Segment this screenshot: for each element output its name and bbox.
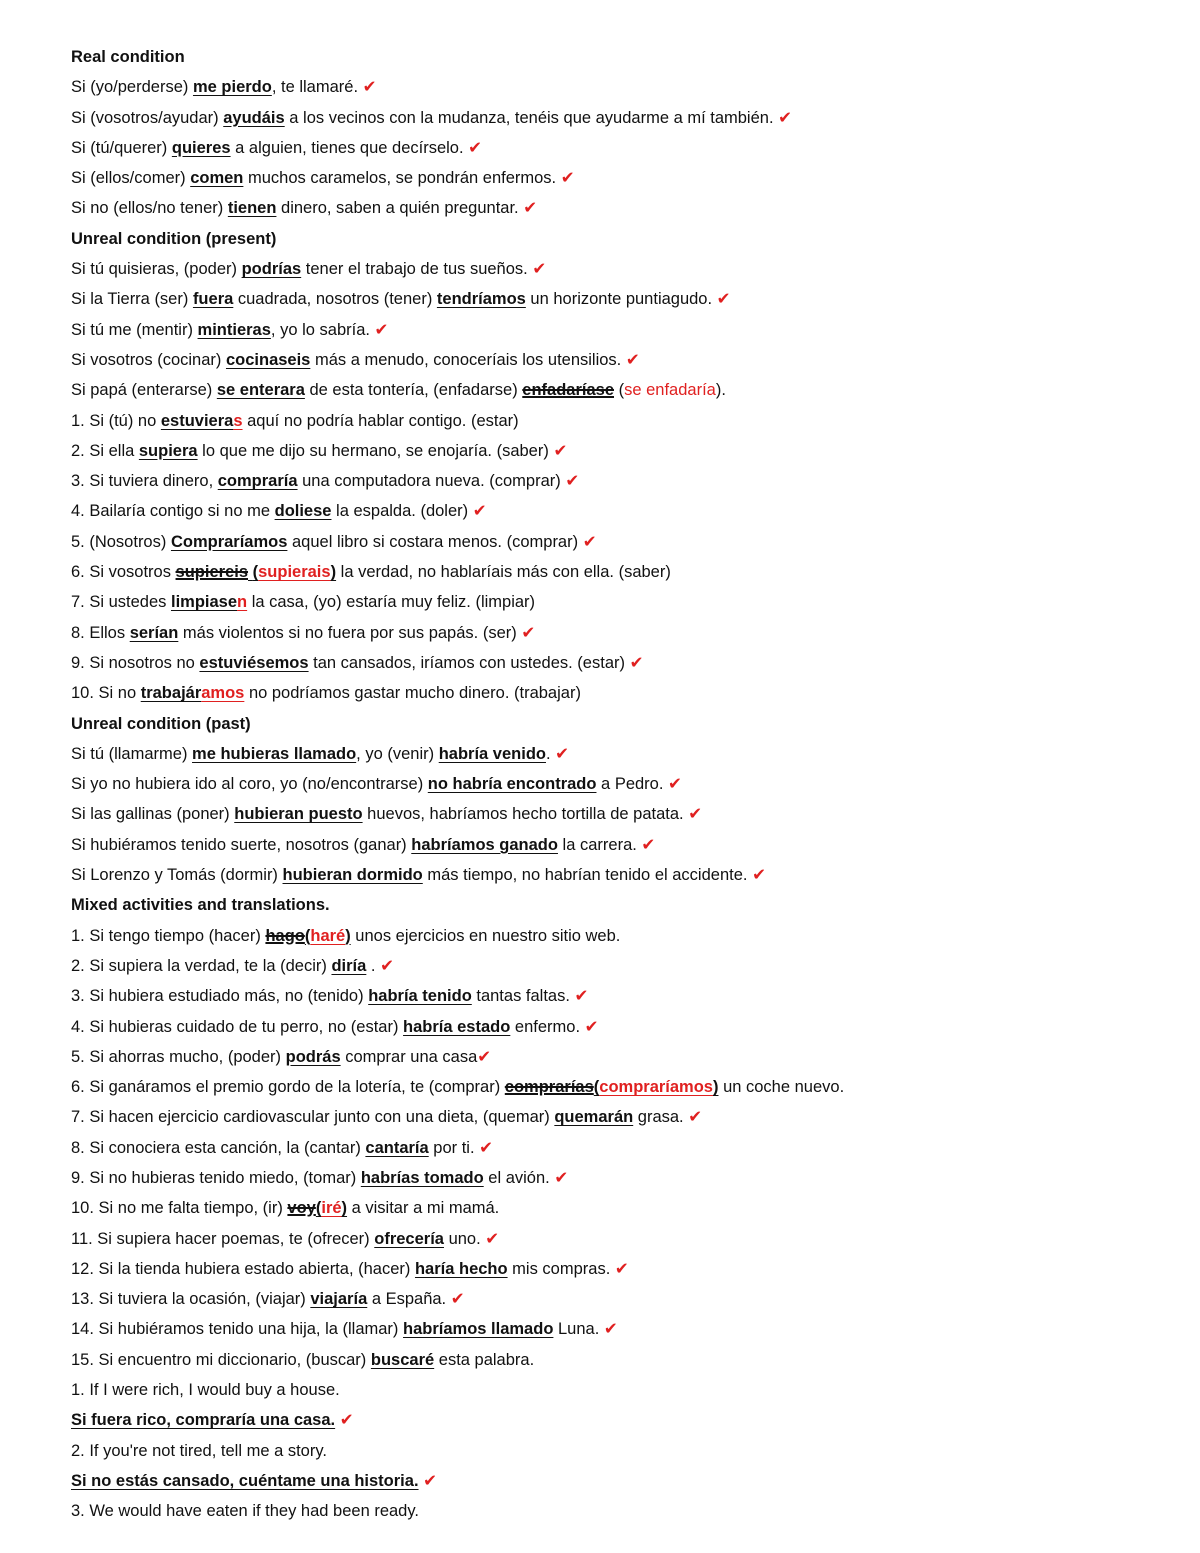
answer-text: me pierdo — [192, 78, 272, 97]
exercise-line — [71, 1102, 1181, 1132]
answer-text: trabajár — [140, 684, 202, 703]
text-segment: la casa, (yo) estaría muy feliz. (limpiar) — [247, 593, 536, 612]
text-segment: por ti. — [428, 1138, 480, 1157]
text-segment: 13. Si tuviera la ocasión, (viajar) — [71, 1290, 311, 1309]
answer-text: Compraríamos — [170, 532, 288, 551]
checkmark-icon: ✔ — [688, 1108, 703, 1127]
answer-text: diría — [331, 956, 367, 975]
exercise-line — [71, 981, 1181, 1011]
answer-text: haría hecho — [414, 1259, 508, 1278]
text-segment: a los vecinos con la mudanza, tenéis que ayudarme a mí también. — [284, 108, 779, 127]
text-segment: de esta tontería, (enfadarse) — [304, 381, 523, 400]
exercise-line — [71, 557, 1181, 587]
text-segment: Si la Tierra (ser) — [71, 290, 193, 309]
answer-text: hubieran dormido — [282, 866, 423, 885]
struck-answer: comprarías — [504, 1078, 594, 1097]
text-segment: el avión. — [483, 1168, 555, 1187]
checkmark-icon: ✔ — [778, 108, 792, 127]
exercise-line — [71, 527, 1181, 557]
text-segment: 7. Si hacen ejercicio cardiovascular junto con una dieta, (quemar) — [71, 1108, 555, 1127]
text-segment: 2. Si supiera la verdad, te la (decir) — [71, 956, 332, 975]
answer-text: ( — [252, 563, 259, 582]
answer-text: ( — [315, 1199, 322, 1218]
text-segment: Si (tú/querer) — [71, 138, 172, 157]
exercise-line — [71, 1405, 1181, 1435]
answer-text: supiera — [138, 441, 198, 460]
checkmark-icon: ✔ — [554, 1168, 569, 1187]
exercise-line — [71, 345, 1181, 375]
answer-text: doliese — [274, 502, 332, 521]
exercise-line — [71, 284, 1181, 314]
answer-text: mintieras — [197, 320, 271, 339]
answer-text: ( — [593, 1078, 600, 1097]
checkmark-icon: ✔ — [668, 775, 682, 794]
section-heading — [71, 42, 1181, 72]
text-segment: grasa. — [633, 1108, 689, 1127]
checkmark-icon: ✔ — [380, 956, 394, 975]
text-segment: tantas faltas. — [471, 987, 575, 1006]
checkmark-icon: ✔ — [521, 623, 536, 642]
answer-text: viajaría — [310, 1290, 368, 1309]
text-segment: ( — [614, 381, 625, 400]
answer-text: podrías — [241, 260, 302, 279]
checkmark-icon: ✔ — [625, 350, 640, 369]
answer-text: Si no estás cansado, cuéntame una historia. — [71, 1471, 419, 1490]
text-segment: a visitar a mi mamá. — [347, 1199, 500, 1218]
answer-text: ) — [330, 563, 337, 582]
checkmark-icon: ✔ — [565, 472, 580, 491]
answer-text: ) — [712, 1078, 719, 1097]
text-segment: Si las gallinas (poner) — [71, 805, 235, 824]
exercise-line — [71, 436, 1181, 466]
exercise-line — [71, 1072, 1181, 1102]
text-segment: uno. — [443, 1229, 486, 1248]
exercise-line — [71, 921, 1181, 951]
answer-text: quieres — [171, 138, 231, 157]
checkmark-icon: ✔ — [582, 532, 597, 551]
text-segment: 5. Si ahorras mucho, (poder) — [71, 1047, 286, 1066]
checkmark-icon: ✔ — [688, 805, 703, 824]
text-segment: ). — [715, 381, 726, 400]
struck-answer: hago — [265, 926, 305, 945]
text-segment: 3. We would have eaten if they had been ready. — [71, 1502, 419, 1521]
checkmark-icon: ✔ — [485, 1229, 500, 1248]
exercise-line — [71, 618, 1181, 648]
answer-text: limpiase — [170, 593, 238, 612]
checkmark-icon: ✔ — [629, 653, 644, 672]
text-segment: mis compras. — [507, 1259, 615, 1278]
exercise-line — [71, 587, 1181, 617]
exercise-line — [71, 1375, 1181, 1405]
text-segment: 2. Si ella — [71, 441, 139, 460]
correction-text: se enfadaría — [624, 381, 716, 400]
text-segment: unos ejercicios en nuestro sitio web. — [350, 926, 621, 945]
section-heading — [71, 890, 1181, 920]
struck-answer: supiereis — [175, 563, 249, 582]
answer-text: habría estado — [403, 1017, 511, 1036]
answer-text: ofrecería — [374, 1229, 444, 1248]
text-segment: Unreal condition (present) — [71, 229, 277, 248]
text-segment: 8. Si conociera esta canción, la (cantar) — [71, 1138, 366, 1157]
exercise-line — [71, 1466, 1181, 1496]
exercise-line — [71, 1012, 1181, 1042]
correction-text: iré — [321, 1199, 342, 1218]
text-segment: , yo lo sabría. — [270, 320, 375, 339]
exercise-line — [71, 799, 1181, 829]
exercise-line — [71, 860, 1181, 890]
answer-text: quemarán — [554, 1108, 634, 1127]
text-segment: , te llamaré. — [271, 78, 363, 97]
correction-text: n — [237, 593, 248, 612]
answer-text: habría venido — [438, 744, 546, 763]
answer-text: cantaría — [365, 1138, 429, 1157]
exercise-line — [71, 1314, 1181, 1344]
text-segment: dinero, saben a quién preguntar. — [276, 199, 524, 218]
text-segment: un horizonte puntiagudo. — [525, 290, 717, 309]
text-segment: Si no (ellos/no tener) — [71, 199, 228, 218]
exercise-line — [71, 466, 1181, 496]
text-segment: 6. Si vosotros — [71, 563, 176, 582]
checkmark-icon: ✔ — [472, 502, 487, 521]
section-heading — [71, 709, 1181, 739]
checkmark-icon: ✔ — [479, 1138, 493, 1157]
exercise-line — [71, 1042, 1181, 1072]
text-segment: Si tú quisieras, (poder) — [71, 260, 242, 279]
text-segment: 11. Si supiera hacer poemas, te (ofrecer) — [71, 1229, 375, 1248]
text-segment: 10. Si no — [71, 684, 141, 703]
text-segment: 2. If you're not tired, tell me a story. — [71, 1441, 327, 1460]
answer-text: hubieran puesto — [234, 805, 363, 824]
answer-text: Si fuera rico, compraría una casa. — [71, 1411, 336, 1430]
struck-answer: enfadaríase — [522, 381, 614, 400]
exercise-line — [71, 1163, 1181, 1193]
text-segment: no podríamos gastar mucho dinero. (trabajar) — [244, 684, 581, 703]
text-segment: esta palabra. — [434, 1350, 535, 1369]
checkmark-icon: ✔ — [532, 260, 547, 279]
text-segment: enfermo. — [510, 1017, 585, 1036]
text-segment: Si tú (llamarme) — [71, 744, 193, 763]
exercise-line — [71, 193, 1181, 223]
text-segment: Luna. — [553, 1320, 604, 1339]
answer-text: cocinaseis — [225, 350, 311, 369]
exercise-line — [71, 1193, 1181, 1223]
text-segment: 14. Si hubiéramos tenido una hija, la (llamar) — [71, 1320, 404, 1339]
text-segment: 4. Bailaría contigo si no me — [71, 502, 275, 521]
exercise-line — [71, 1436, 1181, 1466]
exercise-line — [71, 739, 1181, 769]
answer-text: no habría encontrado — [427, 775, 597, 794]
text-segment: , yo (venir) — [356, 744, 439, 763]
text-segment: más a menudo, conoceríais los utensilios. — [310, 350, 626, 369]
text-segment: 6. Si ganáramos el premio gordo de la lotería, te (comprar) — [71, 1078, 505, 1097]
text-segment: la verdad, no hablaríais más con ella. (saber) — [336, 563, 671, 582]
text-segment: Si (yo/perderse) — [71, 78, 193, 97]
text-segment: 3. Si hubiera estudiado más, no (tenido) — [71, 987, 369, 1006]
text-segment: 1. If I were rich, I would buy a house. — [71, 1381, 340, 1400]
text-segment: muchos caramelos, se pondrán enfermos. — [243, 169, 561, 188]
checkmark-icon: ✔ — [553, 441, 568, 460]
text-segment: 1. Si tengo tiempo (hacer) — [71, 926, 266, 945]
text-segment: Si hubiéramos tenido suerte, nosotros (ganar) — [71, 835, 412, 854]
text-segment: Si papá (enterarse) — [71, 381, 217, 400]
exercise-line — [71, 315, 1181, 345]
exercise-line — [71, 678, 1181, 708]
text-segment: 5. (Nosotros) — [71, 532, 171, 551]
text-segment: . — [545, 744, 556, 763]
correction-text: compraríamos — [599, 1078, 713, 1097]
answer-text: estuviésemos — [199, 653, 309, 672]
exercise-line — [71, 1345, 1181, 1375]
answer-text: habría tenido — [368, 987, 472, 1006]
text-segment: tener el trabajo de tus sueños. — [301, 260, 533, 279]
exercise-line — [71, 769, 1181, 799]
checkmark-icon: ✔ — [450, 1290, 465, 1309]
exercise-line — [71, 830, 1181, 860]
section-heading — [71, 224, 1181, 254]
answer-text: tienen — [227, 199, 277, 218]
text-segment: 7. Si ustedes — [71, 593, 171, 612]
checkmark-icon: ✔ — [477, 1047, 492, 1066]
text-segment: a Pedro. — [596, 775, 669, 794]
exercise-line — [71, 951, 1181, 981]
text-segment: 9. Si nosotros no — [71, 653, 200, 672]
text-segment: un coche nuevo. — [718, 1078, 845, 1097]
exercise-line — [71, 1496, 1181, 1526]
answer-text: ayudáis — [223, 108, 285, 127]
text-segment: Unreal condition (past) — [71, 714, 251, 733]
text-segment: más tiempo, no habrían tenido el accidente. — [422, 866, 753, 885]
correction-text: haré — [310, 926, 346, 945]
text-segment: 9. Si no hubieras tenido miedo, (tomar) — [71, 1168, 361, 1187]
checkmark-icon: ✔ — [362, 78, 377, 97]
text-segment: 3. Si tuviera dinero, — [71, 472, 218, 491]
correction-text: supierais — [258, 563, 331, 582]
answer-text: me hubieras llamado — [192, 744, 357, 763]
text-segment: Si vosotros (cocinar) — [71, 350, 226, 369]
answer-text: habríamos ganado — [411, 835, 558, 854]
text-segment: una computadora nueva. (comprar) — [297, 472, 566, 491]
answer-text: comen — [190, 169, 244, 188]
text-segment: tan cansados, iríamos con ustedes. (estar) — [308, 653, 630, 672]
text-segment: . — [366, 956, 381, 975]
text-segment: la carrera. — [557, 835, 642, 854]
exercise-line — [71, 406, 1181, 436]
answer-text: ) — [345, 926, 351, 945]
text-segment: huevos, habríamos hecho tortilla de patata. — [362, 805, 689, 824]
answer-text: fuera — [192, 290, 234, 309]
checkmark-icon: ✔ — [560, 169, 575, 188]
checkmark-icon: ✔ — [468, 138, 482, 157]
text-segment: a España. — [367, 1290, 451, 1309]
answer-text: se enterara — [216, 381, 305, 400]
answer-text: podrás — [285, 1047, 341, 1066]
text-segment: a alguien, tienes que decírselo. — [230, 138, 469, 157]
text-segment: aquí no podría hablar contigo. (estar) — [242, 411, 519, 430]
exercise-line — [71, 254, 1181, 284]
exercise-line — [71, 1284, 1181, 1314]
text-segment: 12. Si la tienda hubiera estado abierta, (hacer) — [71, 1259, 415, 1278]
checkmark-icon: ✔ — [614, 1259, 629, 1278]
checkmark-icon: ✔ — [574, 987, 589, 1006]
correction-text: s — [233, 411, 243, 430]
text-segment: Si (vosotros/ayudar) — [71, 108, 224, 127]
text-segment: más violentos si no fuera por sus papás. (ser) — [178, 623, 522, 642]
text-segment: Si tú me (mentir) — [71, 320, 198, 339]
answer-text: ) — [341, 1199, 348, 1218]
text-segment: Real condition — [71, 48, 185, 66]
worksheet-page — [71, 42, 1181, 1527]
answer-text: habrías tomado — [360, 1168, 484, 1187]
exercise-line — [71, 133, 1181, 163]
text-segment: lo que me dijo su hermano, se enojaría. (saber) — [197, 441, 554, 460]
text-segment: 8. Ellos — [71, 623, 130, 642]
exercise-line — [71, 163, 1181, 193]
text-segment: la espalda. (doler) — [331, 502, 473, 521]
checkmark-icon: ✔ — [641, 835, 656, 854]
checkmark-icon: ✔ — [584, 1017, 599, 1036]
text-segment: aquel libro si costara menos. (comprar) — [287, 532, 583, 551]
answer-text: ( — [304, 926, 311, 945]
exercise-line — [71, 375, 1181, 405]
exercise-line — [71, 496, 1181, 526]
checkmark-icon: ✔ — [603, 1320, 618, 1339]
struck-answer: voy — [287, 1199, 316, 1218]
exercise-line — [71, 648, 1181, 678]
answer-text: habríamos llamado — [403, 1320, 554, 1339]
text-segment: 15. Si encuentro mi diccionario, (buscar) — [71, 1350, 371, 1369]
answer-text: buscaré — [370, 1350, 435, 1369]
checkmark-icon: ✔ — [752, 866, 766, 885]
exercise-line — [71, 1133, 1181, 1163]
answer-text: estuviera — [160, 411, 234, 430]
checkmark-icon: ✔ — [339, 1411, 354, 1430]
text-segment: 10. Si no me falta tiempo, (ir) — [71, 1199, 288, 1218]
text-segment: 1. Si (tú) no — [71, 411, 161, 430]
text-segment: Mixed activities and translations. — [71, 896, 330, 915]
exercise-line — [71, 1254, 1181, 1284]
exercise-line — [71, 103, 1181, 133]
exercise-line — [71, 1224, 1181, 1254]
text-segment: Si (ellos/comer) — [71, 169, 191, 188]
text-segment: Si Lorenzo y Tomás (dormir) — [71, 866, 283, 885]
exercise-line — [71, 72, 1181, 102]
text-segment: 4. Si hubieras cuidado de tu perro, no (estar) — [71, 1017, 404, 1036]
answer-text: serían — [129, 623, 179, 642]
checkmark-icon: ✔ — [423, 1471, 437, 1490]
text-segment: comprar una casa — [340, 1047, 478, 1066]
checkmark-icon: ✔ — [716, 290, 731, 309]
checkmark-icon: ✔ — [523, 199, 538, 218]
checkmark-icon: ✔ — [374, 320, 389, 339]
correction-text: amos — [201, 684, 245, 703]
answer-text: tendríamos — [436, 290, 526, 309]
text-segment: Si yo no hubiera ido al coro, yo (no/encontrarse) — [71, 775, 428, 794]
answer-text: compraría — [217, 472, 298, 491]
checkmark-icon: ✔ — [555, 744, 569, 763]
text-segment: cuadrada, nosotros (tener) — [233, 290, 437, 309]
